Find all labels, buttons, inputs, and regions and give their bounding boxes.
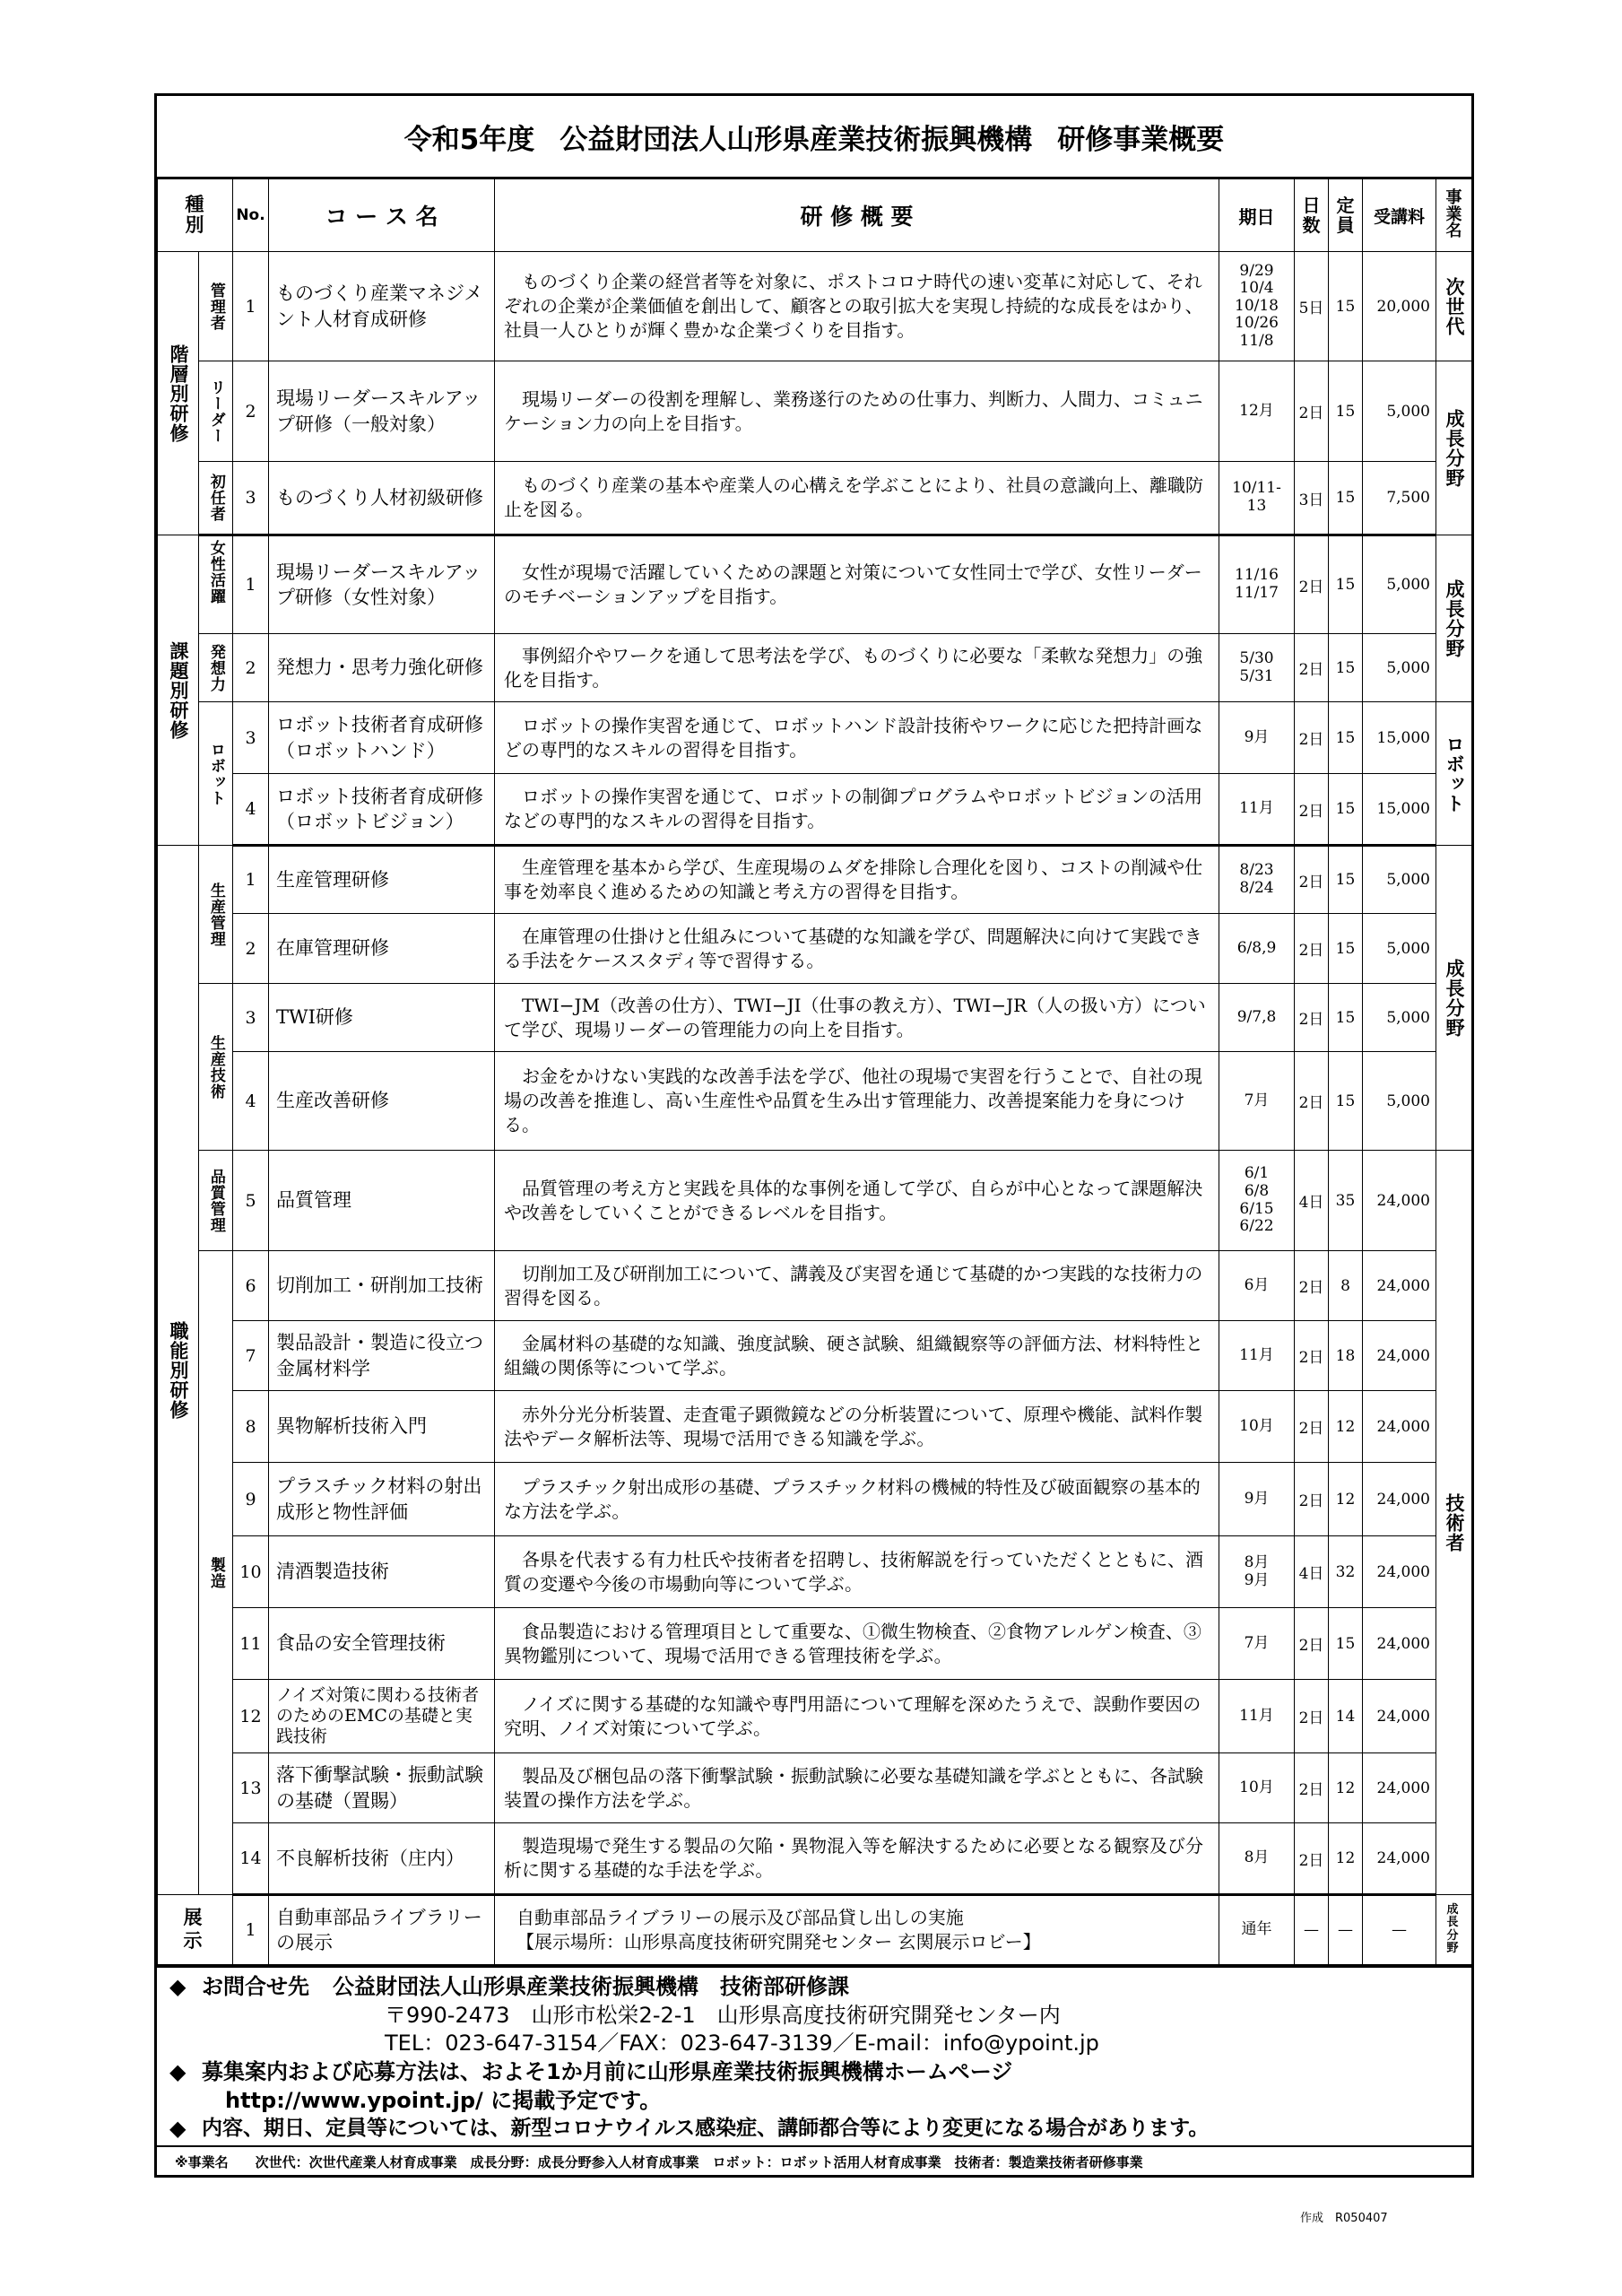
row-no: 1	[233, 846, 269, 914]
subgroup-seizou: 製造	[199, 1251, 233, 1895]
course-name: 清酒製造技術	[269, 1536, 495, 1608]
course-fee: 24,000	[1363, 1536, 1436, 1608]
table-row	[158, 846, 1472, 914]
table-row	[158, 1251, 1472, 1321]
header-days: 日数	[1295, 179, 1329, 252]
row-no: 11	[233, 1608, 269, 1680]
course-dates: 10月	[1219, 1753, 1295, 1823]
course-summary: 事例紹介やワークを通して思考法を学び、ものづくりに必要な「柔軟な発想力」の強化を目指す。	[495, 634, 1219, 702]
course-dates: 11/16 11/17	[1219, 535, 1295, 634]
title-doc: 研修事業概要	[1057, 123, 1225, 156]
course-summary: 品質管理の考え方と実践を具体的な事例を通して学び、自らが中心となって課題解決や改善をしていくことができるレベルを目指す。	[495, 1151, 1219, 1251]
course-summary: 金属材料の基礎的な知識、強度試験、硬さ試験、組織観察等の評価方法、材料特性と組織の関係等について学ぶ。	[495, 1321, 1219, 1391]
row-no: 2	[233, 361, 269, 462]
title-org: 公益財団法人山形県産業技術振興機構	[559, 123, 1033, 156]
footnote: ※事業名 次世代：次世代産業人材育成事業 成長分野：成長分野参入人材育成事業 ロボット：ロボット活用人材育成事業 技術者：製造業技術者研修事業	[157, 2145, 1471, 2175]
table-row	[158, 1608, 1472, 1680]
course-days: 2日	[1295, 535, 1329, 634]
header-capacity: 定員	[1329, 179, 1363, 252]
header-row	[158, 179, 1472, 252]
course-table	[157, 178, 1472, 1965]
document-title	[157, 96, 1471, 178]
course-capacity: 35	[1329, 1151, 1363, 1251]
table-row	[158, 535, 1472, 634]
course-days: 2日	[1295, 1608, 1329, 1680]
course-name: 品質管理	[269, 1151, 495, 1251]
program-gijutsusha: 技術者	[1436, 1151, 1472, 1895]
course-name: 生産管理研修	[269, 846, 495, 914]
subgroup-leader: リーダー	[199, 361, 233, 462]
course-fee: 7,500	[1363, 462, 1436, 535]
course-fee: 24,000	[1363, 1151, 1436, 1251]
course-fee: 24,000	[1363, 1753, 1436, 1823]
course-days: 2日	[1295, 702, 1329, 774]
row-no: 13	[233, 1753, 269, 1823]
course-fee: 5,000	[1363, 634, 1436, 702]
course-days: 2日	[1295, 634, 1329, 702]
course-fee: 24,000	[1363, 1823, 1436, 1895]
subgroup-shonin: 初任者	[199, 462, 233, 535]
course-dates: 10月	[1219, 1391, 1295, 1463]
course-dates: 9月	[1219, 702, 1295, 774]
course-capacity: 15	[1329, 361, 1363, 462]
table-row	[158, 252, 1472, 361]
course-capacity: 15	[1329, 462, 1363, 535]
course-dates: 5/30 5/31	[1219, 634, 1295, 702]
row-no: 2	[233, 634, 269, 702]
row-no: 6	[233, 1251, 269, 1321]
course-days: 5日	[1295, 252, 1329, 361]
program-robot: ロボット	[1436, 702, 1472, 846]
row-no: 7	[233, 1321, 269, 1391]
course-capacity: 12	[1329, 1753, 1363, 1823]
course-name: 異物解析技術入門	[269, 1391, 495, 1463]
course-summary: 在庫管理の仕掛けと仕組みについて基礎的な知識を学び、問題解決に向けて実践できる手法をケーススタディ等で習得する。	[495, 914, 1219, 984]
course-capacity: 8	[1329, 1251, 1363, 1321]
group-shokunou: 職能別研修	[158, 846, 199, 1895]
row-no: 14	[233, 1823, 269, 1895]
table-row	[158, 1463, 1472, 1536]
subgroup-hassou: 発想力	[199, 634, 233, 702]
course-summary: お金をかけない実践的な改善手法を学び、他社の現場で実習を行うことで、自社の現場の改善を推進し、高い生産性や品質を生み出す管理能力、改善提案能力を身につける。	[495, 1052, 1219, 1151]
table-row	[158, 462, 1472, 535]
row-no: 4	[233, 774, 269, 846]
course-days: 2日	[1295, 1823, 1329, 1895]
course-fee: 5,000	[1363, 1052, 1436, 1151]
row-no: 10	[233, 1536, 269, 1608]
table-row	[158, 634, 1472, 702]
course-fee: 5,000	[1363, 535, 1436, 634]
course-fee: 24,000	[1363, 1321, 1436, 1391]
course-dates: 9月	[1219, 1463, 1295, 1536]
course-summary: 現場リーダーの役割を理解し、業務遂行のための仕事力、判断力、人間力、コミュニケーション力の向上を目指す。	[495, 361, 1219, 462]
row-no: 1	[233, 535, 269, 634]
course-capacity: 15	[1329, 1052, 1363, 1151]
course-days: 2日	[1295, 984, 1329, 1052]
course-name: 在庫管理研修	[269, 914, 495, 984]
course-name: 不良解析技術（庄内）	[269, 1823, 495, 1895]
course-name: ロボット技術者育成研修（ロボットハンド）	[269, 702, 495, 774]
course-days: 2日	[1295, 1391, 1329, 1463]
course-days: 4日	[1295, 1151, 1329, 1251]
table-row	[158, 1321, 1472, 1391]
contact-footer	[157, 1965, 1471, 2145]
course-capacity: 15	[1329, 252, 1363, 361]
course-summary: TWI−JM（改善の仕方）、TWI−JI（仕事の教え方）、TWI−JR（人の扱い方）について学び、現場リーダーの管理能力の向上を目指す。	[495, 984, 1219, 1052]
row-no: 3	[233, 702, 269, 774]
course-dates: 6/1 6/8 6/15 6/22	[1219, 1151, 1295, 1251]
course-dates: 通年	[1219, 1895, 1295, 1965]
course-dates: 7月	[1219, 1608, 1295, 1680]
row-no: 1	[233, 1895, 269, 1965]
bullet-icon: ◆	[169, 2059, 186, 2085]
table-row	[158, 702, 1472, 774]
course-name: TWI研修	[269, 984, 495, 1052]
table-row	[158, 1823, 1472, 1895]
course-summary: プラスチック射出成形の基礎、プラスチック材料の機械的特性及び破面観察の基本的な方法を学ぶ。	[495, 1463, 1219, 1536]
row-no: 4	[233, 1052, 269, 1151]
course-days: 2日	[1295, 361, 1329, 462]
table-row	[158, 1391, 1472, 1463]
course-name: プラスチック材料の射出成形と物性評価	[269, 1463, 495, 1536]
course-fee: 15,000	[1363, 702, 1436, 774]
course-summary: 女性が現場で活躍していくための課題と対策について女性同士で学び、女性リーダーのモチベーションアップを目指す。	[495, 535, 1219, 634]
contact-label: お問合せ先	[202, 1974, 309, 1999]
course-name: 自動車部品ライブラリーの展示	[269, 1895, 495, 1965]
course-capacity: 15	[1329, 634, 1363, 702]
table-row	[158, 1895, 1472, 1965]
table-row	[158, 984, 1472, 1052]
subgroup-kanri: 管理者	[199, 252, 233, 361]
course-name: ものづくり人材初級研修	[269, 462, 495, 535]
header-program: 事業名	[1436, 179, 1472, 252]
row-no: 12	[233, 1680, 269, 1753]
course-summary: ロボットの操作実習を通じて、ロボットの制御プログラムやロボットビジョンの活用などの専門的なスキルの習得を目指す。	[495, 774, 1219, 846]
course-fee: 5,000	[1363, 914, 1436, 984]
course-dates: 10/11- 13	[1219, 462, 1295, 535]
course-days: 2日	[1295, 1251, 1329, 1321]
course-dates: 6/8,9	[1219, 914, 1295, 984]
table-row	[158, 361, 1472, 462]
header-fee: 受講料	[1363, 179, 1436, 252]
row-no: 5	[233, 1151, 269, 1251]
course-name: 食品の安全管理技術	[269, 1608, 495, 1680]
course-summary: 各県を代表する有力杜氏や技術者を招聘し、技術解説を行っていただくとともに、酒質の変遷や今後の市場動向等について学ぶ。	[495, 1536, 1219, 1608]
course-name: 切削加工・研削加工技術	[269, 1251, 495, 1321]
contact-tel: TEL：023-647-3154／FAX：023-647-3139／E-mail：info@ypoint.jp	[385, 2031, 1099, 2057]
course-name: 製品設計・製造に役立つ金属材料学	[269, 1321, 495, 1391]
row-no: 1	[233, 252, 269, 361]
course-name: 生産改善研修	[269, 1052, 495, 1151]
group-kaisou: 階層別研修	[158, 252, 199, 535]
course-dates: 9/29 10/4 10/18 10/26 11/8	[1219, 252, 1295, 361]
created-stamp: 作成 R050407	[1300, 2212, 1388, 2225]
row-no: 3	[233, 984, 269, 1052]
notice-text: 内容、期日、定員等については、新型コロナウイルス感染症、講師都合等により変更になる場合があります。	[202, 2117, 1210, 2141]
program-seichou-small: 成長分野	[1436, 1895, 1472, 1965]
recruit-url[interactable]: http://www.ypoint.jp/ に掲載予定です。	[225, 2087, 662, 2113]
course-fee: 15,000	[1363, 774, 1436, 846]
header-dates: 期日	[1219, 179, 1295, 252]
course-summary: 自動車部品ライブラリーの展示及び部品貸し出しの実施 【展示場所：山形県高度技術研究開発センター 玄関展示ロビー】	[495, 1895, 1219, 1965]
contact-org: 公益財団法人山形県産業技術振興機構 技術部研修課	[333, 1974, 849, 1999]
subgroup-robot: ロボット	[199, 702, 233, 846]
course-capacity: 15	[1329, 535, 1363, 634]
course-dates: 8/23 8/24	[1219, 846, 1295, 914]
course-fee: 20,000	[1363, 252, 1436, 361]
table-row	[158, 1680, 1472, 1753]
course-dates: 11月	[1219, 774, 1295, 846]
subgroup-josei: 女性活躍	[199, 535, 233, 634]
course-dates: 7月	[1219, 1052, 1295, 1151]
course-fee: 5,000	[1363, 846, 1436, 914]
course-name: 発想力・思考力強化研修	[269, 634, 495, 702]
course-dates: 8月	[1219, 1823, 1295, 1895]
title-year: 令和5年度	[403, 123, 535, 156]
course-capacity: 15	[1329, 914, 1363, 984]
course-dates: 8月 9月	[1219, 1536, 1295, 1608]
course-capacity: 15	[1329, 846, 1363, 914]
course-summary: 生産管理を基本から学び、生産現場のムダを排除し合理化を図り、コストの削減や仕事を効率良く進めるための知識と考え方の習得を目指す。	[495, 846, 1219, 914]
course-fee: 5,000	[1363, 361, 1436, 462]
course-summary: 赤外分光分析装置、走査電子顕微鏡などの分析装置について、原理や機能、試料作製法やデータ解析法等、現場で活用できる知識を学ぶ。	[495, 1391, 1219, 1463]
course-name: ものづくり産業マネジメント人材育成研修	[269, 252, 495, 361]
group-kadai: 課題別研修	[158, 535, 199, 846]
table-row	[158, 774, 1472, 846]
course-days: 2日	[1295, 1463, 1329, 1536]
header-no: No.	[233, 179, 269, 252]
row-no: 2	[233, 914, 269, 984]
course-days: 2日	[1295, 846, 1329, 914]
course-dates: 9/7,8	[1219, 984, 1295, 1052]
course-summary: ものづくり企業の経営者等を対象に、ポストコロナ時代の速い変革に対応して、それぞれの企業が企業価値を創出して、顧客との取引拡大を実現し持続的な成長をはかり、社員一人ひとりが輝く豊かな企業づくりを目指す。	[495, 252, 1219, 361]
row-no: 9	[233, 1463, 269, 1536]
course-capacity: —	[1329, 1895, 1363, 1965]
course-days: 2日	[1295, 1052, 1329, 1151]
course-capacity: 32	[1329, 1536, 1363, 1608]
course-fee: 24,000	[1363, 1680, 1436, 1753]
course-days: —	[1295, 1895, 1329, 1965]
subgroup-seisan-kanri: 生産管理	[199, 846, 233, 984]
course-name: ロボット技術者育成研修（ロボットビジョン）	[269, 774, 495, 846]
course-name: 現場リーダースキルアップ研修（一般対象）	[269, 361, 495, 462]
table-row	[158, 1536, 1472, 1608]
program-seichou-2: 成長分野	[1436, 535, 1472, 702]
course-days: 2日	[1295, 914, 1329, 984]
table-row	[158, 1753, 1472, 1823]
program-jisedai: 次世代	[1436, 252, 1472, 361]
row-no: 3	[233, 462, 269, 535]
subgroup-seisan-gijutsu: 生産技術	[199, 984, 233, 1151]
course-dates: 6月	[1219, 1251, 1295, 1321]
bullet-icon: ◆	[169, 1974, 186, 1999]
program-seichou-3: 成長分野	[1436, 846, 1472, 1151]
course-capacity: 15	[1329, 984, 1363, 1052]
table-row	[158, 1052, 1472, 1151]
course-days: 2日	[1295, 1680, 1329, 1753]
header-summary: 研 修 概 要	[495, 179, 1219, 252]
course-capacity: 18	[1329, 1321, 1363, 1391]
course-days: 2日	[1295, 1321, 1329, 1391]
bullet-icon: ◆	[169, 2116, 186, 2142]
contact-address: 〒990-2473 山形市松栄2-2-1 山形県高度技術研究開発センター内	[385, 2002, 1061, 2028]
course-dates: 11月	[1219, 1680, 1295, 1753]
subgroup-hinshitsu: 品質管理	[199, 1151, 233, 1251]
course-dates: 11月	[1219, 1321, 1295, 1391]
table-row	[158, 1151, 1472, 1251]
course-fee: 24,000	[1363, 1251, 1436, 1321]
recruit-text: 募集案内および応募方法は、およそ1か月前に山形県産業技術振興機構ホームページ	[202, 2059, 1013, 2085]
program-seichou-1: 成長分野	[1436, 361, 1472, 535]
course-days: 2日	[1295, 774, 1329, 846]
table-row	[158, 914, 1472, 984]
course-capacity: 15	[1329, 774, 1363, 846]
course-capacity: 15	[1329, 702, 1363, 774]
course-fee: —	[1363, 1895, 1436, 1965]
course-summary: 切削加工及び研削加工について、講義及び実習を通じて基礎的かつ実践的な技術力の習得を図る。	[495, 1251, 1219, 1321]
course-capacity: 12	[1329, 1391, 1363, 1463]
course-days: 3日	[1295, 462, 1329, 535]
course-fee: 24,000	[1363, 1463, 1436, 1536]
course-capacity: 14	[1329, 1680, 1363, 1753]
course-days: 2日	[1295, 1753, 1329, 1823]
course-fee: 24,000	[1363, 1391, 1436, 1463]
course-summary: 食品製造における管理項目として重要な、①微生物検査、②食物アレルゲン検査、③異物鑑別について、現場で活用できる管理技術を学ぶ。	[495, 1608, 1219, 1680]
course-summary: 製造現場で発生する製品の欠陥・異物混入等を解決するために必要となる観察及び分析に関する基礎的な手法を学ぶ。	[495, 1823, 1219, 1895]
row-no: 8	[233, 1391, 269, 1463]
course-capacity: 15	[1329, 1608, 1363, 1680]
course-capacity: 12	[1329, 1823, 1363, 1895]
course-name: 落下衝撃試験・振動試験の基礎（置賜）	[269, 1753, 495, 1823]
course-days: 4日	[1295, 1536, 1329, 1608]
course-name: ノイズ対策に関わる技術者のためのEMCの基礎と実践技術	[269, 1680, 495, 1753]
group-tenji: 展示	[158, 1895, 233, 1965]
course-dates: 12月	[1219, 361, 1295, 462]
course-capacity: 12	[1329, 1463, 1363, 1536]
course-summary: ものづくり産業の基本や産業人の心構えを学ぶことにより、社員の意識向上、離職防止を図る。	[495, 462, 1219, 535]
course-fee: 24,000	[1363, 1608, 1436, 1680]
header-course: コ ー ス 名	[269, 179, 495, 252]
course-summary: ロボットの操作実習を通じて、ロボットハンド設計技術やワークに応じた把持計画などの専門的なスキルの習得を目指す。	[495, 702, 1219, 774]
header-category: 種別	[158, 179, 233, 252]
course-name: 現場リーダースキルアップ研修（女性対象）	[269, 535, 495, 634]
course-summary: ノイズに関する基礎的な知識や専門用語について理解を深めたうえで、誤動作要因の究明、ノイズ対策について学ぶ。	[495, 1680, 1219, 1753]
course-summary: 製品及び梱包品の落下衝撃試験・振動試験に必要な基礎知識を学ぶとともに、各試験装置の操作方法を学ぶ。	[495, 1753, 1219, 1823]
course-fee: 5,000	[1363, 984, 1436, 1052]
document	[154, 93, 1474, 2178]
